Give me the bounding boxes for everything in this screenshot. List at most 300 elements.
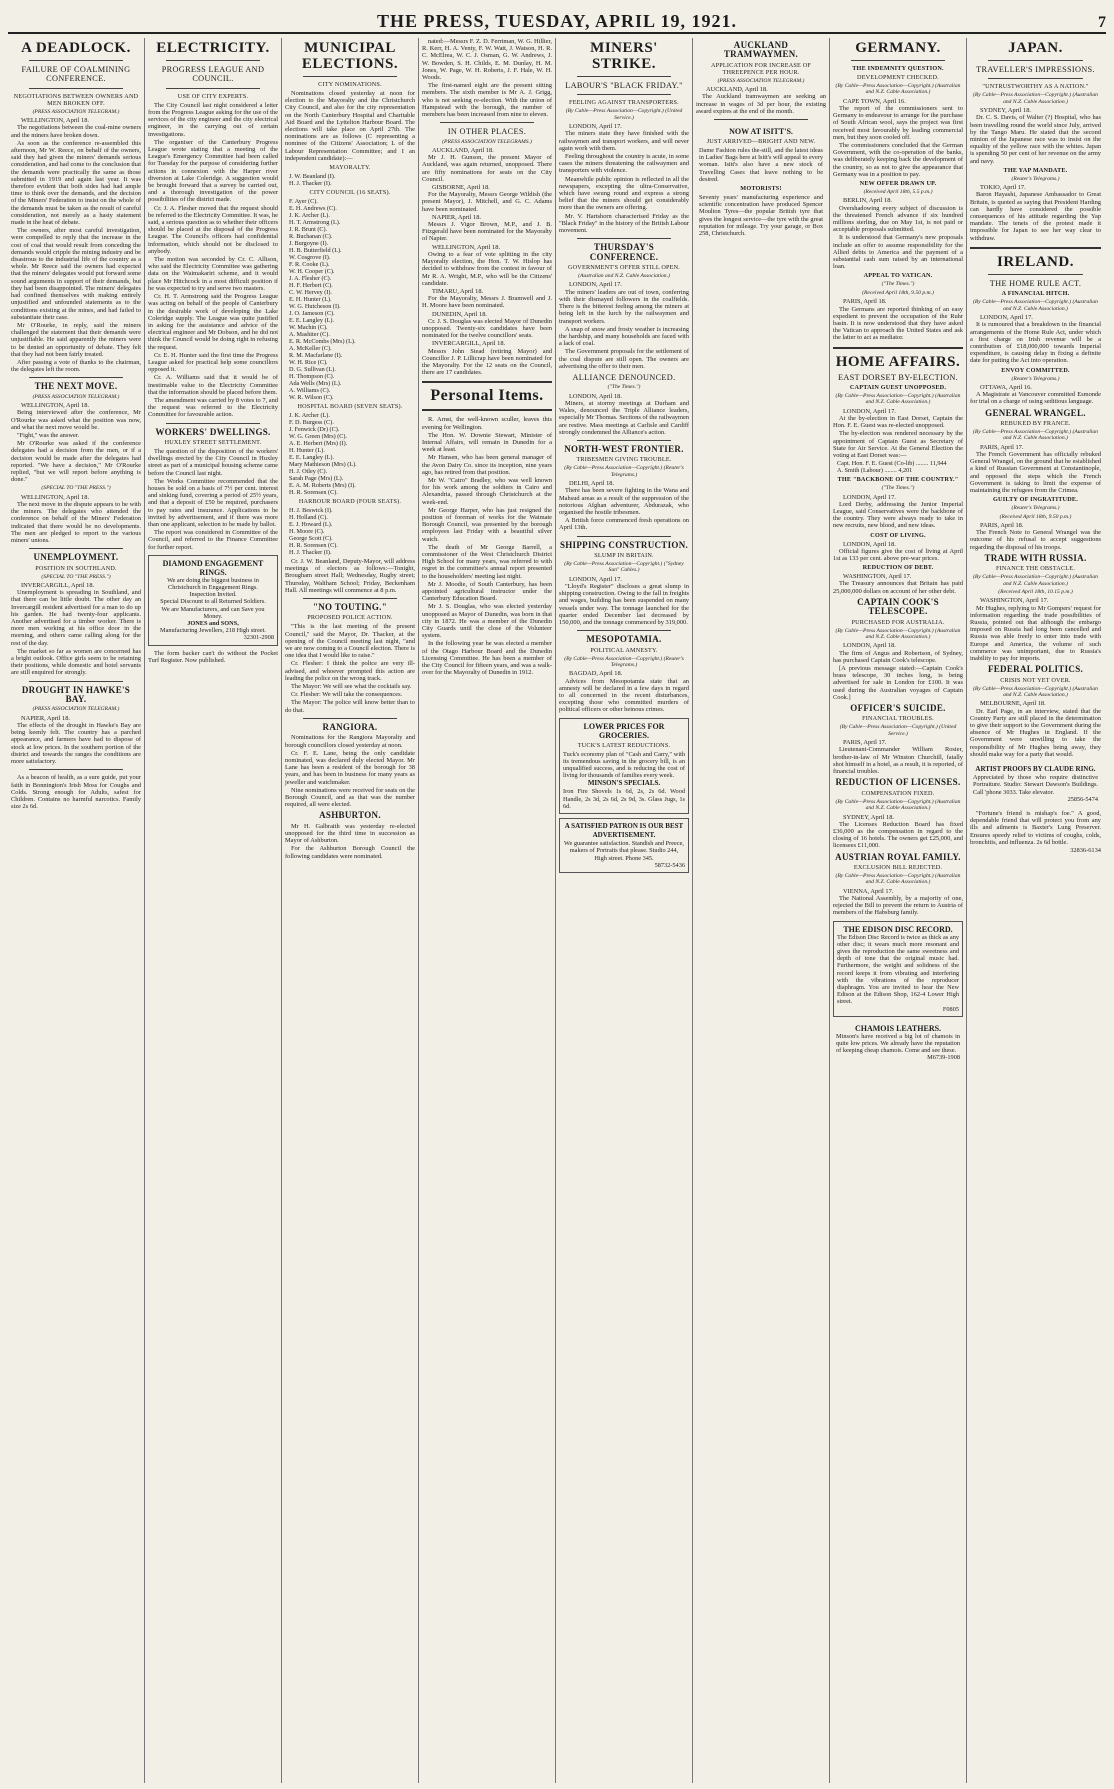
credit-line: (Received April 18th, 5.5 p.m.) <box>863 189 933 196</box>
advert-text: Dame Fashion rules the-still, and the latest ideas in Ladies' Bags here at Isitt's will appeal to every woman. Isitt's also have a new stock of Travelling Cases that leave nothing to be desired. <box>699 147 823 183</box>
dateline: OTTAWA, April 16. <box>980 383 1032 391</box>
article-paragraph: Dr. Earl Page, in an interview, stated that the Country Party are still placed in the determination to give their support to the Government during the absence of Mr Hughes in England. If the Government were unwilling to take the responsibility of Mr Hughes being away, they should make way for a party that would. <box>970 707 1101 758</box>
dateline: WELLINGTON, April 18. <box>21 402 90 410</box>
advert-heading: DIAMOND ENGAGEMENT RINGS. <box>162 558 264 577</box>
masthead <box>8 6 1106 34</box>
candidate-entry: H. F. Herbert (C). <box>289 282 333 290</box>
article-paragraph: The death of Mr George Barrell, a commissioner of the West Christchurch District High School for many years, was referred to with regret in the committee's annual report presented to the householders' meeting last night. <box>422 543 552 580</box>
page-number: 7 <box>1098 14 1106 31</box>
subhead: THE "BACKBONE OF THE COUNTRY." <box>837 476 959 484</box>
subhead: FINANCIAL TROUBLES. <box>862 715 934 723</box>
article-paragraph: Cr. J. W. Beanland, Deputy-Mayor, will address meetings of electors as follows:—Tonight, Brougham street Hall; Wednesday, Rugby street; Thursday, Waltham School; Friday, Beckenham Hall. All meetings will commence at 8 p.m. <box>285 558 415 594</box>
column-8 <box>967 38 1104 1783</box>
vote-tally <box>837 460 963 474</box>
article-paragraph: Cr. H. T. Armstrong said the Progress League was acting on behalf of the people of Canterbury in the desirable work of developing the Lake Coleridge supply. The League was quite justified in asking for the assistance and advice of the electrical engineer and Mr Dobson, and he did not think the Council would be doing right in refusing the request. <box>148 293 278 351</box>
headline-municipal-elections: MUNICIPAL ELECTIONS. <box>301 40 399 72</box>
advert-claude-ring <box>970 762 1101 806</box>
dateline: LONDON, April 17. <box>980 314 1033 322</box>
credit-line: (By Cable—Press Association—Copyright.) (Australian and N.Z. Cable Association.) <box>835 392 961 406</box>
article-paragraph: Advices from Mesopotamia state that an amnesty will be declared in a few days in regard to all concerned in the recent disturbances, excepting those who committed murders of political officers or other heinous crimes. <box>559 677 689 714</box>
dateline: LONDON, April 18. <box>569 392 622 400</box>
advert-satisfied-patron <box>559 818 689 873</box>
article-paragraph: The Hon. W. Downie Stewart, Minister of Internal Affairs, will remain in Dunedin for a week at least. <box>422 431 552 454</box>
column-5 <box>556 38 693 1783</box>
headline-officers-suicide: OFFICER'S SUICIDE. <box>850 703 946 714</box>
headline-trade-with-russia: TRADE WITH RUSSIA. <box>984 552 1087 563</box>
column-4 <box>419 38 556 1783</box>
article-paragraph: Mr Hughes, replying to Mr Gompers' request for information regarding the trade possibilities of Russia, pointed out that although the embargo imposed on Russia had long been cancelled and Russia was able freely to enter into trade with Europe and America, the volume of such commerce was unimportant, due to Russia's inability to pay for imports. <box>970 604 1101 663</box>
article-paragraph: A Magistrate at Vancouver committed Esmonde for trial on a charge of using seditious language. <box>970 391 1101 406</box>
article-paragraph: The market so far as women are concerned has a bright outlook. Office girls seem to be retaining their positions, while domestic and hotel servants are still enquired for strongly. <box>11 647 141 677</box>
article-paragraph: Meanwhile public opinion is reflected in all the newspapers, excepting the ultra-Conservative, which have swung round and express a strong belief that the miners should get considerably more than the owners are offering. <box>559 175 689 212</box>
article-paragraph: The Mayor: The police will know better than to do that. <box>285 699 415 714</box>
candidate-entry: H. Holland (C). <box>289 514 328 522</box>
credit-line: (By Cable—Press Association—Copyright.) (Reuter's Telegrams.) <box>564 655 684 669</box>
article-paragraph: The Germans are reported thinking of an easy expedient to prevent the occupation of the Ruhr basin. It is now understood that they have asked the Vatican to approach the United States and ask the latter to act as mediator. <box>833 305 963 342</box>
article-paragraph: The effects of the drought in Hawke's Bay are being keenly felt. The country has a parched appearance, and farmers have had to dispose of stock at low prices. In the southern portion of the district and towards the ranges the conditions are more satisfactory. <box>11 722 141 766</box>
advert-heading: MINSON'S SPECIALS. <box>587 779 661 788</box>
advert-line: Special Discount to all Returned Soldiers. <box>160 598 266 606</box>
headline-alliance-denounced: ALLIANCE DENOUNCED. <box>572 372 676 382</box>
candidate-entry: H. R. Sorensen (C). <box>289 542 338 550</box>
advert-subhead: MOTORISTS! <box>740 185 782 193</box>
candidate-entry: H. Thompson (C). <box>289 373 335 381</box>
candidate-entry: J. R. Brunt (C). <box>289 226 328 234</box>
subhead: FAILURE OF COALMINING CONFERENCE. <box>21 65 131 84</box>
list-heading: HARBOUR BOARD (FOUR SEATS). <box>298 498 402 506</box>
headline-next-move: THE NEXT MOVE. <box>34 381 118 392</box>
headline-rangiora: RANGIORA. <box>322 721 378 732</box>
dateline: LONDON, April 17. <box>569 575 622 583</box>
article-paragraph: The Works Committee recommended that the houses be sold on a basis of 7½ per cent. interest and sinking fund, covering a period of 25½ years, and that a deposit of £50 be required, purchasers to pay rates and insurance. Applications to be invited by advertisement, and if there was more than one applicant, selection to be made by ballot. <box>148 477 278 528</box>
article-paragraph: Cr. Flesher: I think the police are very ill-advised, and whoever prompted this action are leading the police on the wrong track. <box>285 660 415 682</box>
advert-text: Minson's have received a big lot of chamois in quite low prices. We already have the reputation of keeping cheap chamois. Come and see these. <box>836 1032 960 1055</box>
candidate-entry: J. Burgoyne (I). <box>289 240 329 248</box>
candidate-entry: J. Fenwick (Dr) (C). <box>289 426 340 434</box>
dateline: LONDON, April 18. <box>843 642 896 650</box>
subhead: FINANCE THE OBSTACLE. <box>995 565 1076 573</box>
article-paragraph: Mr H. Galbraith was yesterday re-elected unopposed for the third time in succession as Mayor of Ashburton. <box>285 822 415 845</box>
article-paragraph: The amendment was carried by 8 votes to 7, and the request was referred to the Electricity Committee for favourable action. <box>148 396 278 419</box>
subhead: THE INDEMNITY QUESTION. <box>852 65 944 72</box>
article-paragraph: The Mayor: We will see what the cocktails say. <box>291 683 412 691</box>
article-paragraph: The report was considered in Committee of the Council, and referred to the Finance Committee for further report. <box>148 529 278 551</box>
headline-reduction-of-licenses: REDUCTION OF LICENSES. <box>835 777 961 788</box>
dateline: SYDNEY, April 18. <box>843 813 895 821</box>
subhead: SLUMP IN BRITAIN. <box>594 552 654 559</box>
credit-line: (Australian and N.Z. Cable Association.) <box>578 273 670 280</box>
advert-line: JONES and SONS, <box>187 620 239 628</box>
dateline: WELLINGTON, April 18. <box>21 117 90 125</box>
article-paragraph: Mr George Harper, who has just resigned the position of foreman of works for the Waimate Borough Council, was presented by the borough employees last Friday with a beautiful silver watch. <box>422 506 552 543</box>
subhead: POLITICAL AMNESTY. <box>590 646 658 654</box>
article-paragraph: The Treasury announces that Britain has paid 25,000,000 dollars on account of her other debt. <box>833 580 963 595</box>
credit-line: (By Cable—Press Association—Copyright.) (Australian and N.Z. Cable Association.) <box>835 83 961 96</box>
candidate-entry: F. D. Burgess (C). <box>289 419 334 427</box>
candidate-entry: E. H. Hunter (L). <box>289 296 332 304</box>
article-paragraph: "Fight," was the answer. <box>17 431 80 439</box>
candidate-entry: H. Hunter (L). <box>289 447 325 455</box>
article-paragraph: For the Mayoralty, Messrs J. Bramwell and J. H. Moore have been nominated. <box>422 295 552 310</box>
article-paragraph: [A previous message stated:—Captain Cook's brass telescope, 30 inches long, is being advertised for sale in London for £100. It was used during the Australian voyages of Captain Cook.] <box>833 665 963 701</box>
candidate-entry: H. T. Armstrong (L). <box>289 219 341 227</box>
credit-line: (PRESS ASSOCIATION TELEGRAM.) <box>32 393 120 400</box>
article-paragraph: Mr J. Moodie, of South Canterbury, has been appointed agricultural instructor under the Canterbury Education Board. <box>422 580 552 603</box>
candidate-entry: W. H. Cooper (C). <box>289 268 335 276</box>
article-paragraph: Mr. V. Hartshorn characterised Friday as the "Black Friday" in the history of the British Labour movement. <box>559 212 689 235</box>
dateline: INVERCARGILL, April 18. <box>432 340 506 348</box>
article-paragraph: A British force commenced fresh operations on April 13th. <box>559 517 689 532</box>
article-paragraph: Cr. A. Williams said that it would be of inestimable value to the Electricity Committee that the information should be placed before them. <box>148 374 278 396</box>
candidate-entry: C. W. Hervey (I). <box>289 289 332 297</box>
credit-line: (By Cable—Press Association—Copyright.) (Reuter's Telegrams.) <box>564 465 684 478</box>
advert-line: Inspection Invited. <box>189 591 237 599</box>
candidate-entry: W. Machin (C). <box>289 324 328 332</box>
article-paragraph: The commissioners concluded that the German Government, with the co-operation of the banks, was deliberately keeping back the development of the country, so as not to give the appearance that Germany was in a position to pay. <box>833 142 963 178</box>
subhead: FEELING AGAINST TRANSPORTERS. <box>569 99 679 107</box>
article-paragraph: It is understood that Germany's new proposals include an offer to assume responsibility for the Allied debts to America and the payment of a substantial cash sum raised by an international loan. <box>833 234 963 271</box>
advert-code: F0805 <box>942 1005 959 1013</box>
dateline: WASHINGTON, April 17. <box>980 597 1049 605</box>
subhead: GUILTY OF INGRATITUDE. <box>993 496 1078 504</box>
candidate-list <box>289 507 415 556</box>
advert-code: 25856-5474 <box>1067 795 1098 803</box>
advert-heading: ARTIST PROOFS BY CLAUDE RING. <box>975 765 1096 774</box>
credit-line: (By Cable—Press Association—Copyright.) (Australian and N.Z. Cable Association.) <box>835 627 961 641</box>
credit-line: (By Cable—Press Association—Copyright.) (Australian and N.Z. Cable Association.) <box>973 685 1098 699</box>
credit-line: ("The Times.") <box>881 485 915 492</box>
headline-unemployment: UNEMPLOYMENT. <box>33 552 119 563</box>
headline-deadlock: A DEADLOCK. <box>21 40 131 56</box>
advert-text: Iron Fire Shovels 1s 6d, 2s, 2s 6d. Wood Handle, 2s 3d, 2s 6d, 2s 9d, 3s. Glass Jugs, 1s 6d. <box>563 788 685 810</box>
candidate-entry: Sarah Page (Mrs) (L). <box>289 475 344 483</box>
subhead: CAPTAIN GUEST UNOPPOSED. <box>849 383 947 391</box>
dateline: SYDNEY, April 18. <box>980 107 1032 115</box>
candidate-list <box>289 173 415 187</box>
article-paragraph: The organiser of the Canterbury Progress League wrote stating that a meeting of the League's Emergency Committee had been called for Tuesday for the purpose of considering further actions in connexion with the Harper river diversion at Lake Coleridge. A suggestion would be brought forward that a survey be carried out, and a thorough investigation of the power possibilities of the district made. <box>148 138 278 204</box>
credit-line: (By Cable—Press Association—Copyright.) (Australian and N.Z. Cable Association.) <box>973 92 1098 105</box>
column-7 <box>830 38 967 1783</box>
candidate-entry: J. K. Archer (L). <box>289 412 330 420</box>
subhead: DEVELOPMENT CHECKED. <box>857 74 939 81</box>
advert-code: 32836-6134 <box>1070 846 1101 854</box>
subhead: REDUCTION OF DEBT. <box>862 564 934 572</box>
credit-line: (By Cable—Press Association—Copyright.) (Australian and N.Z. Cable Association.) <box>973 574 1098 587</box>
list-heading: MAYORALTY. <box>329 164 371 172</box>
advert-heading: THE EDISON DISC RECORD. <box>843 924 953 934</box>
credit-line: (PRESS ASSOCIATION TELEGRAMS.) <box>442 138 532 145</box>
candidate-entry: E. E. Langley (L). <box>289 317 335 325</box>
candidate-entry: H. B. Butterfield (L). <box>289 247 342 255</box>
headline-ashburton: ASHBURTON. <box>319 810 381 821</box>
article-paragraph: Cr. E. H. Hunter said the first time the Progress League asked for practical help some councillors opposed it. <box>148 351 278 374</box>
candidate-entry: F. R. Cooke (L). <box>289 261 330 269</box>
headline-no-touting: "NO TOUTING." <box>312 602 388 613</box>
candidate-entry: W. G. Green (Mrs) (C). <box>289 433 348 441</box>
dateline: AUCKLAND, April 18. <box>432 147 494 155</box>
advert-chamois <box>833 1021 963 1065</box>
article-paragraph: For the Ashburton Borough Council the following candidates were nominated. <box>285 845 415 860</box>
subhead: LABOUR'S "BLACK FRIDAY." <box>565 81 683 90</box>
credit-line: (Received April 18th, 9.50 p.m.) <box>999 513 1072 520</box>
dateline: WELLINGTON, April 18. <box>432 243 501 251</box>
credit-line: (Reuter's Telegrams.) <box>1011 175 1060 182</box>
candidate-entry: J. W. Beanland (I). <box>289 173 336 181</box>
subhead: COST OF LIVING. <box>870 531 926 539</box>
article-paragraph: Cr. F. E. Lane, being the only candidate nominated, was declared duly elected Mayor. Mr Lane has been a resident of the borough for 38 years, and has been in business for many years as jeweller and watchmaker. <box>285 749 415 786</box>
subhead: PURCHASED FOR AUSTRALIA. <box>851 618 945 626</box>
article-paragraph: The next move in the dispute appears to be with the miners. The delegates who attended the conference on behalf of the Miners' Federation indicated that there would be no developments. The men are pledged to report to the various miners' unions. <box>11 500 141 544</box>
advert-code: M6739-1908 <box>927 1054 960 1062</box>
headline-germany: GERMANY. <box>855 40 941 56</box>
headline-austrian-royal-family: AUSTRIAN ROYAL FAMILY. <box>835 851 961 862</box>
dateline: PARIS, April 17. <box>980 443 1024 451</box>
headline-electricity: ELECTRICITY. <box>156 40 270 56</box>
credit-line: ("The Times.") <box>607 384 641 391</box>
subhead: TRAVELLER'S IMPRESSIONS. <box>976 65 1095 74</box>
credit-line: (By Cable—Press Association—Copyright.) (United Service.) <box>839 724 957 737</box>
advert-line: We are doing the biggest business in Christchurch in Engagement Rings. <box>167 576 259 591</box>
advert-code: 58732-5436 <box>654 861 685 869</box>
headline-personal-items: Personal Items. <box>430 387 544 405</box>
advert-subhead: JUST ARRIVED—BRIGHT AND NEW. <box>706 138 816 146</box>
article-paragraph: Nominations for the Rangiora Mayoralty and borough councillors closed yesterday at noon. <box>285 734 415 749</box>
subhead: CITY NOMINATIONS. <box>318 81 382 88</box>
article-paragraph: Messrs J. Vigor Brown, M.P., and J. B. Fitzgerald have been nominated for the Mayoralty of Napier. <box>422 221 552 243</box>
credit-line: (By Cable—Press Association—Copyright.) ("Sydney Sun" Cables.) <box>564 561 684 574</box>
candidate-list <box>289 412 415 496</box>
article-paragraph: As soon as the conference re-assembled this afternoon, Mr W. Reece, on behalf of the owners, said they had given the miners' demands serious consideration, and had come to the conclusion that the demands were practically the same as those submitted in 1919 and again last year. It was therefore evident that both sides had had ample time to think over the demands, and the decision of the Miners' Federation to insist on the whole of the demands must be taken as the result of careful consideration, not merely as a hasty statement made in the heat of debate. <box>11 139 141 227</box>
advert-subhead: TUCK'S LATEST REDUCTIONS. <box>577 741 671 749</box>
candidate-entry: H. J. Otley (C). <box>289 468 328 476</box>
dateline: NAPIER, April 18. <box>21 714 70 722</box>
article-paragraph: Messrs John Stead (retiring Mayor) and Councillor J. P. Lillicrap have been nominated for the Mayoralty. For the 12 seats on the Council, there are 17 candidates. <box>422 347 552 377</box>
advert-heading: CHAMOIS LEATHERS. <box>854 1023 942 1033</box>
credit-line: (PRESS ASSOCIATION TELEGRAM.) <box>32 108 120 115</box>
credit-line: (PRESS ASSOCIATION TELEGRAM.) <box>717 77 805 84</box>
dateline: PARIS, April 18. <box>843 298 887 306</box>
dateline: CAPE TOWN, April 16. <box>843 97 906 105</box>
list-heading: HOSPITAL BOARD (SEVEN SEATS). <box>297 403 403 411</box>
article-paragraph: A snap of snow and frosty weather is increasing the hardship, and many households are faced with a lack of coal. <box>559 325 689 348</box>
subhead: COMPENSATION FIXED. <box>861 789 935 797</box>
dateline: DUNEDIN, April 18. <box>432 310 488 318</box>
dateline: WASHINGTON, April 17. <box>843 573 912 581</box>
candidate-entry: E. J. Howard (L). <box>289 521 333 529</box>
article-paragraph: Nominations closed yesterday at noon for election to the Mayoralty and the Christchurch City Council, and also for the city representation on the North Canterbury Hospital and Charitable Aid Board and the Lyttelton Harbour Board. The elections will take place on April 27th. The nominations are as follows (C representing a nominee of the Citizens' Association; L of the Labour Representation Committee; and I an independent candidate):— <box>285 90 415 162</box>
credit-line: ("The Times.") <box>881 281 915 288</box>
headline-home-affairs: HOME AFFAIRS. <box>835 353 961 370</box>
dateline: NAPIER, April 18. <box>432 213 481 221</box>
dateline: BAGDAD, April 18. <box>569 670 623 678</box>
candidate-entry: J. K. Archer (L). <box>289 212 330 220</box>
article-paragraph: The National Assembly, by a majority of one, rejected the Bill to prevent the return to Austria of members of the Habsburg family. <box>833 894 963 917</box>
candidate-entry: George Scott (C). <box>289 535 333 543</box>
headline-workers-dwellings: WORKERS' DWELLINGS. <box>155 426 271 437</box>
subhead: NEGOTIATIONS BETWEEN OWNERS AND MEN BROKEN OFF. <box>13 92 139 107</box>
headline-other-places: IN OTHER PLACES. <box>447 127 527 137</box>
headline-drought: DROUGHT IN HAWKE'S BAY. <box>21 684 131 705</box>
candidate-entry: H. J. Beswick (I). <box>289 507 333 515</box>
dateline: LONDON, April 17. <box>843 493 896 501</box>
credit-line: (SPECIAL TO "THE PRESS.") <box>41 573 111 580</box>
advert-diamond-rings <box>148 555 278 646</box>
subhead: HUXLEY STREET SETTLEMENT. <box>164 438 262 446</box>
dateline: PARIS, April 17. <box>843 739 887 747</box>
headline-federal-politics: FEDERAL POLITICS. <box>987 664 1084 675</box>
advert-paragraph: As a beacon of health, as a sure guide, put your faith in Bonnington's Irish Moss for Coughs and Colds. Strong enough for Adults, safest for Children. Contains no harmful narcotics. Family size 2s 6d. <box>11 774 141 811</box>
article-paragraph: Being interviewed after the conference, Mr O'Rourke was asked what the position was now, and what the next move would be. <box>11 409 141 431</box>
headline-north-west-frontier: NORTH-WEST FRONTIER. <box>564 443 684 454</box>
columns <box>8 38 1106 1783</box>
article-paragraph: Mr J. H. Gunson, the present Mayor of Auckland, was again returned, unopposed. There are fifty nominations for seats on the City Council. <box>422 154 552 183</box>
article-paragraph: "Lloyd's Register" discloses a great slump in shipping construction. Owing to the fall in freights and wages, building has been suspended on many vessels under way. The tonnage launched for the quarter ended December last decreased by 150,000, and the tonnage commenced by 319,000. <box>559 583 689 627</box>
article-paragraph: The question of the disposition of the workers' dwellings erected by the City Council in Huxley street as part of a municipal housing scheme came before the Council last night. <box>148 447 278 477</box>
column-6 <box>693 38 830 1783</box>
article-paragraph: In the following year he was elected a member of the Otago Harbour Board and the Dunedin Licensing Committee. He has been a member of the City Council for fifteen years, and was a walk-over for the Mayoralty of Dunedin in 1912. <box>422 640 552 677</box>
article-paragraph: After passing a vote of thanks to the chairman, the delegates left the room. <box>11 358 141 374</box>
advert-isitts <box>696 124 826 240</box>
candidate-entry: D. G. Sullivan (L). <box>289 366 336 374</box>
subhead: TRIBESMEN GIVING TROUBLE. <box>576 456 672 464</box>
article-paragraph: Cr. J. A. Flesher moved that the request should be referred to the Electricity Committee. It was, he said, a serious question as to whether their officers should be placed at the disposal of the Progress League. The Council's officers had confidential information, which should not be disclosed to anybody. <box>148 204 278 255</box>
candidate-list <box>289 198 415 401</box>
dateline: INVERCARGILL, April 18. <box>21 582 95 590</box>
credit-line: (By Cable—Press Association—Copyright.) (Australian and N.Z. Cable Association.) <box>835 872 961 886</box>
dateline: TIMARU, April 18. <box>432 287 484 295</box>
candidate-entry: H. Moore (C). <box>289 528 325 536</box>
subhead: CRISIS NOT YET OVER. <box>1000 676 1071 684</box>
candidate-entry: W. G. Hutcheson (I). <box>289 303 341 311</box>
headline-miners-strike: MINERS' STRIKE. <box>590 40 658 72</box>
article-paragraph: The French Government has officially rebuked General Wrangel, on the ground that he established a kind of Russian Government at Constantinople, and opposed the steps which the French Government is taking to limit the expense of maintaining the refugees from the Crimea. <box>970 450 1101 494</box>
column-1 <box>8 38 145 1783</box>
subhead: A FINANCIAL HITCH. <box>1001 290 1070 298</box>
advert-text: Seventy years' manufacturing experience and scientific concentration have produced Spencer Moulton Tyres—the popular British tyre that gives the longest service—the tyre with the great reputation for mileage. Try your garage, or Box 258, Christchurch. <box>699 194 823 238</box>
article-paragraph: "This is the last meeting of the present Council," said the Mayor, Dr. Thacker, at the opening of the Council meeting last night, "and we are now coming to a Council election. There is one idea that I would like to raise." <box>285 623 415 660</box>
subhead: APPEAL TO VATICAN. <box>863 272 933 280</box>
candidate-entry: A. McKeller (C). <box>289 345 332 353</box>
vote-line: Capt. Hon. F. E. Guest (Co-lib) ........ 11,944 <box>837 460 947 468</box>
advert-heading: NOW AT ISITT'S. <box>729 127 793 137</box>
article-paragraph: The City Council last night considered a letter from the Progress League asking for the use of the services of the city engineer and the city electrical engineer, in the carrying out of certain investigations. <box>148 101 278 138</box>
credit-line: (SPECIAL TO "THE PRESS.") <box>41 485 111 492</box>
candidate-entry: E. E. Langley (L). <box>289 454 335 462</box>
list-heading: CITY COUNCIL (16 SEATS). <box>309 189 391 197</box>
article-paragraph: The Government proposals for the settlement of the coal dispute are still open. The owners are advertising the offer to their men. <box>559 348 689 370</box>
candidate-entry: E. R. McCombs (Mrs) (L). <box>289 338 356 346</box>
headline-general-wrangel: GENERAL WRANGEL. <box>985 407 1086 418</box>
article-paragraph: The French Note to General Wrangel was the outcome of his refusal to accept suggestions regarding the disposal of his troops. <box>970 529 1101 551</box>
subhead: APPLICATION FOR INCREASE OF THREEPENCE PER HOUR. <box>710 61 812 76</box>
article-paragraph: Nine nominations were received for seats on the Borough Council, and as that was the number required, all were elected. <box>285 786 415 809</box>
dateline: MELBOURNE, April 18. <box>980 700 1046 708</box>
credit-line: (Received April 18th, 9.50 p.m.) <box>862 289 934 296</box>
column-3 <box>282 38 419 1783</box>
article-paragraph: The miners' leaders are out of town, conferring with their dismayed followers in the coalfields. There is the bitterest feeling among the miners at being left in the lurch by the railwaymen and transport workers. <box>559 288 689 325</box>
article-paragraph: Owing to a fear of vote splitting in the city Mayoralty election, the Hon. T. W. Hislop has decided to withdraw from the contest in favour of Mr R. A. Wright, M.P., who will be the Citizens' candidate. <box>422 250 552 287</box>
article-paragraph: The by-election was rendered necessary by the appointment of Captain Guest as Secretary of State for Air Service. At the General Election the voting at East Dorset was:— <box>833 430 963 459</box>
headline-auckland-tramwaymen: AUCKLAND TRAMWAYMEN. <box>723 40 799 60</box>
candidate-entry: W. Cosgrove (I). <box>289 254 331 262</box>
credit-line: (PRESS ASSOCIATION TELEGRAM.) <box>32 706 120 713</box>
candidate-entry: E. A. M. Roberts (Mrs) (I). <box>289 482 356 490</box>
dateline: BERLIN, April 18. <box>843 197 892 205</box>
credit-line: (By Cable—Press Association—Copyright.) (United Service.) <box>565 108 683 121</box>
dateline: AUCKLAND, April 18. <box>706 86 768 94</box>
subhead: GOVERNMENT'S OFFER STILL OPEN. <box>567 264 681 272</box>
article-paragraph: The owners, after most careful investigation, were compelled to reply that the increase in the cost of coal that would result from conceding the demands would cripple the mining industry and be disastrous to the industrial life of the country as a whole. Mr Reece said the owners had expected that the miners' delegates would put forward some sound arguments in support of their demands, but they had been disappointed. The miners' delegates had confined themselves with making entirely unjustified and unfounded statements as to the conditions existing at the mines, and had failed to substantiate their case. <box>11 227 141 321</box>
article-paragraph: Mr O'Rourke, in reply, said the miners challenged the statement that their demands were unjustifiable. He said apparently the miners were to be denied an opportunity of debate. They felt that they had not been fairly treated. <box>11 321 141 358</box>
candidate-entry: J. A. Flesher (C). <box>289 275 332 283</box>
article-paragraph: Cr. Flesher: We will take the consequences. <box>291 691 403 699</box>
headline-shipping-construction: SHIPPING CONSTRUCTION. <box>559 539 689 550</box>
dateline: GISBORNE, April 18. <box>432 184 490 192</box>
headline-ireland: IRELAND. <box>997 253 1074 270</box>
candidate-entry: E. H. Andrews (C). <box>289 205 337 213</box>
dateline: VIENNA, April 17. <box>843 887 894 895</box>
advert-code: 32301-2908 <box>243 634 274 642</box>
candidate-entry: A. Williams (C). <box>289 387 331 395</box>
article-paragraph: The motion was seconded by Cr. C. Allison, who said the Electricity Committee was gathering data on the Waimakariri scheme, and it would place Mr Hitchcock in a most difficult position if he was expected to try and serve two masters. <box>148 256 278 292</box>
article-paragraph: The negotiations between the coal-mine owners and the miners have broken down. <box>11 124 141 139</box>
article-paragraph: R. Arnst, the well-known sculler, leaves this evening for Wellington. <box>422 416 552 431</box>
candidate-entry: A. E. Herbert (Mrs) (I). <box>289 440 348 448</box>
headline-japan: JAPAN. <box>1008 40 1063 56</box>
candidate-entry: H. J. Thacker (I). <box>289 180 332 188</box>
credit-line: (By Cable—Press Association—Copyright.) (Australian and N.Z. Cable Association.) <box>973 299 1098 312</box>
subhead: "UNTRUSTWORTHY AS A NATION." <box>982 83 1089 91</box>
dateline: WELLINGTON, April 18. <box>21 493 90 501</box>
candidate-entry: J. O. Jameson (C). <box>289 310 335 318</box>
subhead: ENVOY COMMITTED. <box>1001 366 1070 374</box>
article-paragraph: Official figures give the cost of living at April 1st as 133 per cent. above pre-war prices. <box>833 547 963 562</box>
subhead: EAST DORSET BY-ELECTION. <box>837 372 959 382</box>
article-paragraph: The Auckland tramwaymen are seeking an increase in wages of 3d per hour, the existing award expires at the end of the month. <box>696 93 826 115</box>
subhead: PROPOSED POLICE ACTION. <box>307 614 393 622</box>
advert-paragraph: "Fortune's friend is mishap's foe." A good, dependable friend that will protect you from any ills and ailments is Baxter's Lung Preserver. Ensures speedy relief to victims of coughs, colds, bronchitis, and influenza. 2s 6d bottle. <box>970 809 1101 846</box>
article-paragraph: It is rumoured that a breakdown in the financial arrangements of the Home Rule Act, under which a first charge on Irish revenue will be a contribution of £18,000,000 towards Imperial expenditure, is causing delay in fixing a definite date for putting the Act into operation. <box>970 321 1101 365</box>
article-paragraph: Lord Derby, addressing the Junior Imperial League, said Conservatives were the backbone of the country. They were always ready to take in new recruits, new blood, and new ideas. <box>833 500 963 530</box>
candidate-entry: F. Ayer (C). <box>289 198 318 206</box>
credit-line: (Reuter's Telegrams.) <box>1011 505 1060 512</box>
dateline: TOKIO, April 17. <box>980 184 1026 192</box>
dateline: LONDON, April 17. <box>569 281 622 289</box>
candidate-entry: H. R. Sorensen (C). <box>289 489 338 497</box>
credit-line: (Reuter's Telegrams.) <box>1011 375 1060 382</box>
credit-line: (By Cable—Press Association—Copyright.) (Australian and N.Z. Cable Association.) <box>973 428 1098 442</box>
candidate-entry: Mary Mathieson (Mrs) (L). <box>289 461 357 469</box>
advert-line: Manufacturing Jewellers, 218 High street. <box>160 627 266 635</box>
headline-thursday-conference: THURSDAY'S CONFERENCE. <box>589 242 659 262</box>
article-paragraph: For the Mayoralty, Messrs George Wildish (the present Mayor), J. Mitchell, and G. C. Adams have been nominated. <box>422 191 552 213</box>
article-paragraph: nated:—Messrs F. Z. D. Ferriman, W. G. Hillier, R. Kerr, H. A. Venty, F. W. Watt, J. Watson, H. R. C. McElrea, W. C. J. Osman, G. W. Andrews, J. W. Bowden, S. H. Childs, E. M. Dunlay, H. M. Jones, W. Page, W. H. Roberts, J. F. Hale, W. H. Woods. <box>422 38 552 82</box>
subhead: POSITION IN SOUTHLAND. <box>35 564 117 572</box>
subhead: PROGRESS LEAGUE AND COUNCIL. <box>161 65 265 84</box>
advert-heading: LOWER PRICES FOR GROCERIES. <box>583 721 665 740</box>
candidate-entry: R. Buchanan (C). <box>289 233 333 241</box>
dateline: DELHI, April 18. <box>569 480 615 488</box>
article-paragraph: The firm of Angus and Robertson, of Sydney, has purchased Captain Cook's telescope. <box>833 649 963 664</box>
dateline: LONDON, April 17. <box>569 123 622 131</box>
advert-text: Tuck's economy plan of "Cash and Carry," with its tremendous saving in the grocery bill, is an unqualified success, and is reducing the cost of living for thousands of families every week. <box>563 750 685 780</box>
article-paragraph: The miners state they have finished with the railwaymen and transport workers, and will never again work with them. <box>559 130 689 152</box>
article-paragraph: The Licenses Reduction Board has fixed £36,000 as the compensation in regard to the closing of 16 hotels. The owners get £25,000, and licensees £11,000. <box>833 820 963 850</box>
subhead: EXCLUSION BILL REJECTED. <box>853 863 943 871</box>
advert-line: We are Manufacturers, and can Save you Money. <box>161 605 265 620</box>
article-paragraph: Mr O'Rourke was asked if the conference delegates had a decision from the men, or if a decision would be made after the delegates had reported. "We have a decision," Mr O'Rourke replied, "but we will report before anything is done." <box>11 440 141 484</box>
candidate-entry: R. M. Macfarlane (I). <box>289 352 343 360</box>
